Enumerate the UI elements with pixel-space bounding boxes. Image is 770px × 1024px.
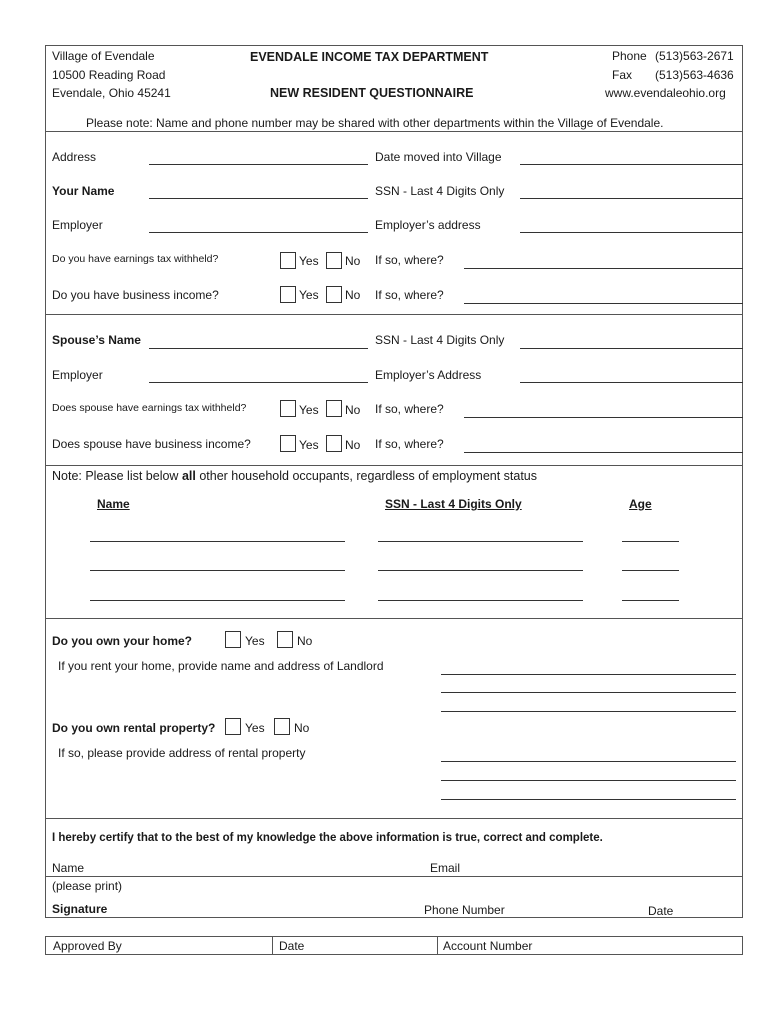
ssn-label: SSN - Last 4 Digits Only (375, 184, 505, 198)
no-label: No (297, 634, 313, 648)
spouse-ssn-field[interactable] (520, 348, 743, 349)
phone-label: Phone (612, 49, 647, 63)
yes-label: Yes (299, 254, 319, 268)
earnings-no-checkbox[interactable] (326, 252, 342, 269)
rental-address-field[interactable] (441, 780, 736, 781)
divider (45, 618, 743, 619)
landlord-field[interactable] (441, 692, 736, 693)
business-no-checkbox[interactable] (326, 286, 342, 303)
signature-label: Signature (52, 902, 108, 916)
employer-label: Employer (52, 218, 103, 232)
fax-value: (513)563-4636 (655, 68, 734, 82)
spouse-earnings-where-field[interactable] (464, 417, 743, 418)
employer-address-label: Employer’s address (375, 218, 481, 232)
spouse-earnings-question: Does spouse have earnings tax withheld? (52, 402, 247, 414)
household-note (52, 469, 537, 483)
divider (45, 818, 743, 819)
your-name-field[interactable] (149, 198, 368, 199)
org-street: 10500 Reading Road (52, 68, 166, 82)
own-home-no-checkbox[interactable] (277, 631, 293, 648)
yes-label: Yes (299, 403, 319, 417)
spouse-name-label: Spouse’s Name (52, 333, 141, 347)
household-note-emphasis: all (181, 469, 196, 483)
household-note-suffix: other household occupants, regardless of employment status (195, 469, 538, 483)
landlord-field[interactable] (441, 674, 736, 675)
divider (45, 131, 743, 132)
date-moved-label: Date moved into Village (375, 150, 502, 164)
office-use-table (45, 936, 743, 955)
occupant-age-field[interactable] (622, 600, 679, 601)
ssn-field[interactable] (520, 198, 743, 199)
rental-address-field[interactable] (441, 761, 736, 762)
phone-number-label: Phone Number (424, 903, 505, 917)
phone-value: (513)563-2671 (655, 49, 734, 63)
spouse-business-yes-checkbox[interactable] (280, 435, 296, 452)
rental-address-field[interactable] (441, 799, 736, 800)
own-rental-yes-checkbox[interactable] (225, 718, 241, 735)
certification-statement: I hereby certify that to the best of my knowledge the above information is true, correct and complete. (52, 832, 603, 844)
spouse-ssn-label: SSN - Last 4 Digits Only (375, 333, 505, 347)
spouse-name-field[interactable] (149, 348, 368, 349)
business-question: Do you have business income? (52, 288, 219, 302)
occupant-name-field[interactable] (90, 570, 345, 571)
spouse-business-no-checkbox[interactable] (326, 435, 342, 452)
divider (45, 465, 743, 466)
household-note-prefix: Note: Please list below (52, 469, 182, 483)
form-title: EVENDALE INCOME TAX DEPARTMENT (250, 50, 489, 64)
divider (45, 876, 743, 877)
business-yes-checkbox[interactable] (280, 286, 296, 303)
occupant-name-field[interactable] (90, 600, 345, 601)
table-separator (272, 936, 273, 955)
occupant-age-field[interactable] (622, 541, 679, 542)
privacy-note: Please note: Name and phone number may be shared with other departments within the Village of Evendale. (86, 116, 664, 130)
column-header-name: Name (97, 497, 130, 511)
earnings-yes-checkbox[interactable] (280, 252, 296, 269)
if-so-where-label: If so, where? (375, 253, 444, 267)
spouse-earnings-yes-checkbox[interactable] (280, 400, 296, 417)
occupant-ssn-field[interactable] (378, 600, 583, 601)
org-city: Evendale, Ohio 45241 (52, 86, 171, 100)
no-label: No (294, 721, 310, 735)
column-header-age: Age (629, 497, 652, 511)
own-rental-no-checkbox[interactable] (274, 718, 290, 735)
spouse-employer-address-label: Employer’s Address (375, 368, 482, 382)
employer-address-field[interactable] (520, 232, 743, 233)
occupant-name-field[interactable] (90, 541, 345, 542)
no-label: No (345, 403, 361, 417)
please-print-note: (please print) (52, 879, 123, 893)
name-label: Name (52, 861, 85, 875)
address-label: Address (52, 150, 97, 164)
spouse-earnings-no-checkbox[interactable] (326, 400, 342, 417)
date-label: Date (648, 904, 674, 918)
form-subtitle: NEW RESIDENT QUESTIONNAIRE (270, 86, 474, 100)
table-separator (437, 936, 438, 955)
if-so-where-label: If so, where? (375, 288, 444, 302)
yes-label: Yes (245, 721, 265, 735)
org-name: Village of Evendale (52, 49, 155, 63)
occupant-ssn-field[interactable] (378, 570, 583, 571)
yes-label: Yes (299, 288, 319, 302)
yes-label: Yes (299, 438, 319, 452)
office-date-cell[interactable]: Date (279, 939, 305, 953)
website: www.evendaleohio.org (605, 86, 726, 100)
divider (45, 314, 743, 315)
earnings-where-field[interactable] (464, 268, 743, 269)
if-so-where-label: If so, where? (375, 402, 444, 416)
landlord-field[interactable] (441, 711, 736, 712)
spouse-employer-label: Employer (52, 368, 103, 382)
no-label: No (345, 438, 361, 452)
column-header-ssn: SSN - Last 4 Digits Only (385, 497, 522, 511)
fax-label: Fax (612, 68, 633, 82)
account-number-cell[interactable]: Account Number (443, 939, 533, 953)
earnings-question: Do you have earnings tax withheld? (52, 253, 219, 265)
address-field[interactable] (149, 164, 368, 165)
your-name-label: Your Name (52, 184, 115, 198)
if-so-where-label: If so, where? (375, 437, 444, 451)
business-where-field[interactable] (464, 303, 743, 304)
own-home-question: Do you own your home? (52, 634, 192, 648)
no-label: No (345, 254, 361, 268)
spouse-employer-field[interactable] (149, 382, 368, 383)
own-rental-question: Do you own rental property? (52, 721, 216, 735)
approved-by-cell[interactable]: Approved By (53, 939, 122, 953)
employer-field[interactable] (149, 232, 368, 233)
yes-label: Yes (245, 634, 265, 648)
occupant-age-field[interactable] (622, 570, 679, 571)
date-moved-field[interactable] (520, 164, 743, 165)
no-label: No (345, 288, 361, 302)
spouse-business-question: Does spouse have business income? (52, 437, 251, 451)
email-label: Email (430, 861, 461, 875)
occupant-ssn-field[interactable] (378, 541, 583, 542)
landlord-instructions: If you rent your home, provide name and address of Landlord (58, 659, 384, 673)
spouse-employer-address-field[interactable] (520, 382, 743, 383)
own-home-yes-checkbox[interactable] (225, 631, 241, 648)
spouse-business-where-field[interactable] (464, 452, 743, 453)
rental-instructions: If so, please provide address of rental property (58, 746, 306, 760)
